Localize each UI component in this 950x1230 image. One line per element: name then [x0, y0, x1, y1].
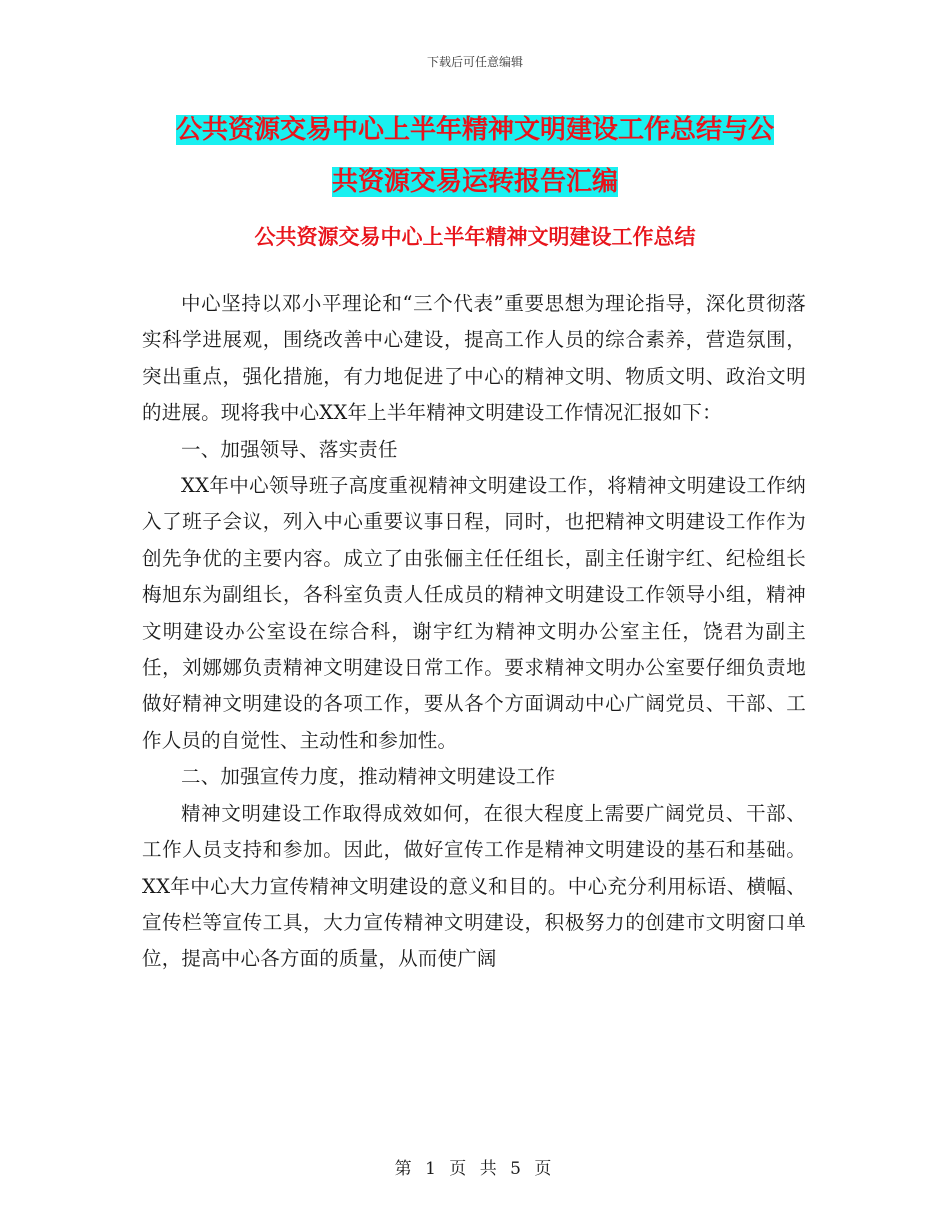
section-title: 公共资源交易中心上半年精神文明建设工作总结 — [254, 225, 696, 249]
page-number-footer: 第 1 页 共 5 页 — [394, 1159, 556, 1179]
paragraph-intro: 中心坚持以邓小平理论和“三个代表”重要思想为理论指导，深化贯彻落实科学进展观，围绕改善中心建设，提高工作人员的综合素养，营造氛围，突出重点，强化措施，有力地促进了中心的精神文明、物质文明、政治文明的进展。现将我中心XX年上半年精神文明建设工作情况汇报如下： — [142, 292, 806, 425]
paragraph-section-1: XX年中心领导班子高度重视精神文明建设工作，将精神文明建设工作纳入了班子会议，列入中心重要议事日程，同时，也把精神文明建设工作作为创先争优的主要内容。成立了由张俪主任任组长，副主任谢宇红、纪检组长梅旭东为副组长，各科室负责人任成员的精神文明建设工作领导小组，精神文明建设办公室设在综合科，谢宇红为精神文明办公室主任，饶君为副主任，刘娜娜负责精神文明建设日常工作。要求精神文明办公室要仔细负责地做好精神文明建设的各项工作，要从各个方面调动中心广阔党员、干部、工作人员的自觉性、主动性和参加性。 — [142, 474, 806, 752]
document-body — [142, 286, 806, 978]
heading-section-2: 二、加强宣传力度，推动精神文明建设工作 — [181, 765, 556, 789]
paragraph-section-2: 精神文明建设工作取得成效如何，在很大程度上需要广阔党员、干部、工作人员支持和参加。因此，做好宣传工作是精神文明建设的基石和基础。XX年中心大力宣传精神文明建设的意义和目的。中心充分利用标语、横幅、宣传栏等宣传工具，大力宣传精神文明建设，积极努力的创建市文明窗口单位，提高中心各方面的质量，从而使广阔 — [142, 801, 806, 971]
document-title — [140, 104, 810, 208]
document-title-line-2: 共资源交易运转报告汇编 — [331, 167, 618, 197]
page-header-note: 下载后可任意编辑 — [426, 55, 523, 69]
heading-section-1: 一、加强领导、落实责任 — [181, 437, 398, 461]
document-title-line-1: 公共资源交易中心上半年精神文明建设工作总结与公 — [175, 115, 774, 145]
